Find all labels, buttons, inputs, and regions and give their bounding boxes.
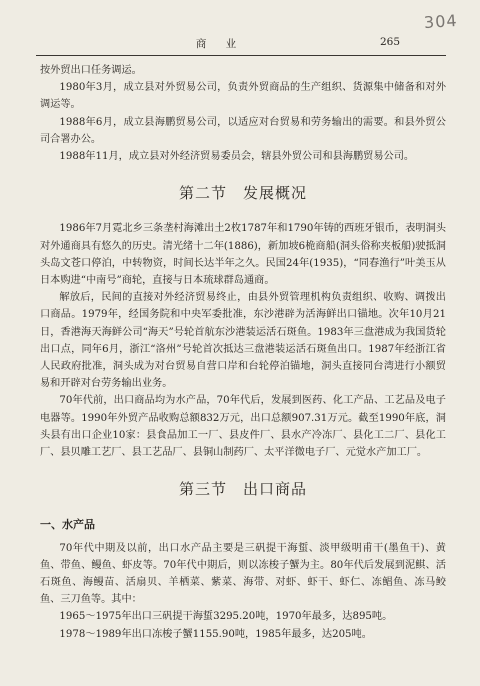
header-page-number: 265 (379, 36, 400, 48)
paragraph: 1988年6月，成立县海鹏贸易公司，以适应对台贸易和劳务输出的需要。和县外贸公司合署办公。 (40, 116, 446, 145)
paragraph: 1986年7月霓北乡三条垄村海滩出土2枚1787年和1790年铸的西班牙银币，表明洞头对外通商具有悠久的历史。清光绪十二年(1886)，新加坡6桅商船(洞头俗称夹板船)驶抵洞头岛文苍口停泊，中转物资，时间长达半年之久。民国24年(1935)，“同春渔行”叶美玉从日本购进“中南号”商轮，直接与日本琉球群岛通商。 (40, 223, 446, 287)
paragraph-continuation: 按外贸出口任务调运。 (40, 65, 142, 76)
paragraph: 1978～1989年出口冻梭子蟹1155.90吨，1985年最多，达205吨。 (59, 628, 372, 640)
paragraph: 解放后，民间的直接对外经济贸易终止，由县外贸管理机构负责组织、收购、调拨出口商品。1979年，经国务院和中央军委批准，东沙港辟为活海鲜出口锚地。次年10月21日，香港海天海鲜公司“海天”号轮首航东沙港装运活石斑鱼。1983年三盘港成为我国货轮出口点，同年6月，浙江“洛州”号轮首次抵达三盘港装运活石斑鱼出口。1987年经浙江省人民政府批准，洞头成为对台贸易自营口岸和台轮停泊锚地，洞头直接同台湾进行小额贸易和开辟对台劳务输出业务。 (40, 292, 446, 390)
handwritten-page-number: 304 (423, 10, 459, 33)
running-header (40, 36, 440, 52)
header-rule (36, 55, 446, 56)
header-section-title: 商 业 (195, 38, 245, 50)
paragraph: 70年代前，出口商品均为水产品，70年代后，发展到医药、化工产品、工艺品及电子电器等。1990年外贸产品收购总额832万元，出口总额907.31万元。截至1990年底，洞头县有出口企业10家：县食品加工一厂、县皮件厂、县水产冷冻厂、县化工二厂、县化工厂、县贝雕工艺厂、县工艺品厂、县铜山制药厂、太平洋微电子厂、元觉水产加工厂。 (40, 395, 446, 459)
section-heading: 第二节 发展概况 (178, 184, 307, 203)
paragraph: 70年代中期及以前，出口水产品主要是三矾提干海蜇、淡甲级明甫干(墨鱼干)、黄鱼、带鱼、鳗鱼、虾皮等。70年代中期后，则以冻梭子蟹为主。80年代后发展到泥鲯、活石斑鱼、海鳗苗、活扇贝、羊栖菜、紫菜、海带、对虾、虾干、虾仁、冻鲳鱼、冻马鲛鱼、三刀鱼等。其中： (40, 542, 446, 606)
subsection-heading: 一、水产品 (40, 518, 95, 532)
page-body (40, 62, 446, 643)
paragraph: 1965～1975年出口三矾提干海蜇3295.20吨，1970年最多，达895吨。 (59, 611, 393, 623)
paragraph: 1988年11月，成立县对外经济贸易委员会，辖县外贸公司和县海鹏贸易公司。 (59, 151, 415, 163)
section-heading: 第三节 出口商品 (178, 480, 307, 499)
paragraph: 1980年3月，成立县对外贸易公司，负责外贸商品的生产组织、货源集中储备和对外调运等。 (40, 82, 446, 111)
